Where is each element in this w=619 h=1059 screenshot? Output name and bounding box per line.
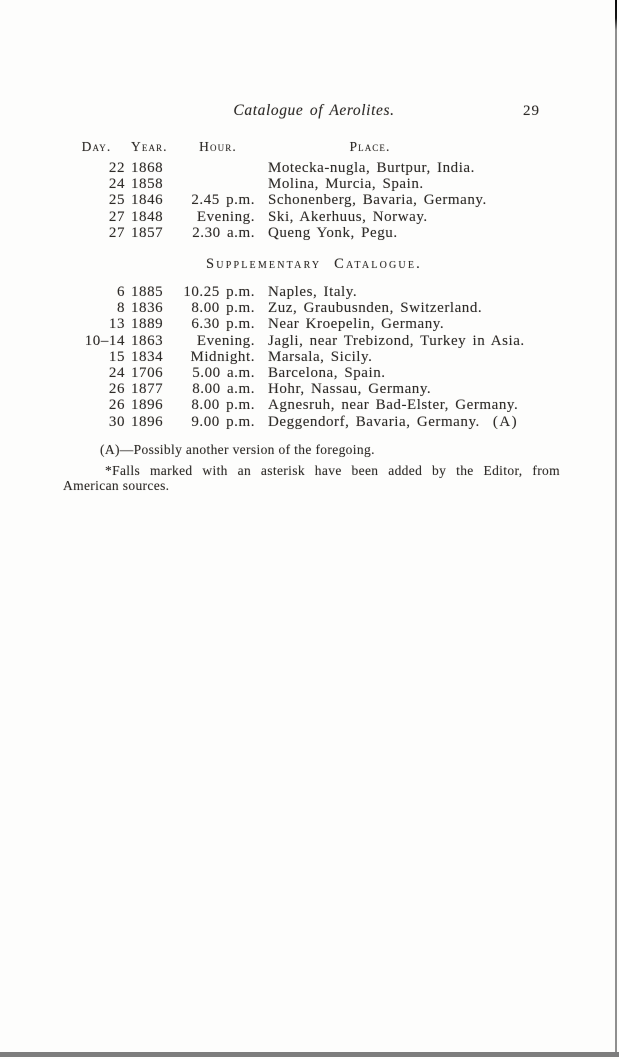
cell-hour: 8.00 a.m. bbox=[192, 381, 255, 398]
footnote-asterisk bbox=[63, 463, 560, 494]
running-head bbox=[68, 102, 560, 120]
cell-place: Ski, Akerhuus, Norway. bbox=[268, 208, 428, 225]
cell-place: Hohr, Nassau, Germany. bbox=[268, 381, 432, 398]
cell-year: 1836 bbox=[131, 300, 164, 317]
cell-day: 8 bbox=[116, 300, 125, 317]
cell-hour: 5.00 a.m. bbox=[192, 364, 255, 381]
table-header-row bbox=[68, 139, 560, 154]
cell-hour: 8.00 p.m. bbox=[191, 397, 255, 414]
table-row bbox=[68, 160, 560, 176]
cell-hour: Evening. bbox=[196, 332, 255, 349]
cell-year: 1857 bbox=[131, 224, 164, 241]
cell-hour: 8.00 p.m. bbox=[191, 300, 255, 317]
cell-place: Zuz, Graubusnden, Switzerland. bbox=[268, 300, 483, 317]
cell-day: 24 bbox=[108, 364, 125, 381]
table-row bbox=[68, 192, 560, 208]
cell-day: 13 bbox=[108, 316, 125, 333]
cell-year: 1848 bbox=[131, 208, 164, 225]
cell-day: 15 bbox=[108, 348, 125, 365]
col-header-day: Day. bbox=[81, 139, 112, 154]
cell-hour: Evening. bbox=[196, 208, 255, 225]
cell-year: 1896 bbox=[131, 397, 164, 414]
cell-place: Schonenberg, Bavaria, Germany. bbox=[268, 192, 487, 209]
cell-day: 24 bbox=[108, 176, 125, 193]
cell-year: 1877 bbox=[131, 381, 164, 398]
supplementary-heading: Supplementary Catalogue. bbox=[206, 256, 422, 272]
cell-year: 1889 bbox=[131, 316, 164, 333]
cell-year: 1868 bbox=[131, 160, 164, 176]
cell-hour: 2.30 a.m. bbox=[192, 224, 255, 241]
table-row bbox=[68, 284, 560, 300]
footnote-a: (A)—Possibly another version of the foregoing. bbox=[100, 442, 375, 457]
cell-hour: 9.00 p.m. bbox=[191, 413, 255, 430]
table-row bbox=[68, 365, 560, 381]
footnote-asterisk-line1: *Falls marked with an asterisk have been added by the Editor, from bbox=[105, 463, 560, 478]
cell-day: 30 bbox=[108, 413, 125, 430]
table-row bbox=[68, 333, 560, 349]
table-row bbox=[68, 209, 560, 225]
annotation-marker: (A) bbox=[492, 413, 519, 430]
cell-year: 1885 bbox=[131, 284, 164, 300]
col-header-hour: Hour. bbox=[199, 139, 237, 154]
cell-place: Motecka-nugla, Burtpur, India. bbox=[268, 160, 475, 176]
cell-place bbox=[261, 414, 560, 431]
cell-hour: Midnight. bbox=[190, 348, 255, 365]
cell-year: 1858 bbox=[131, 176, 164, 193]
supplementary-table bbox=[68, 284, 560, 430]
cell-place: Agnesruh, near Bad-Elster, Germany. bbox=[268, 397, 519, 414]
cell-day: 27 bbox=[108, 224, 125, 241]
cell-place: Marsala, Sicily. bbox=[268, 348, 373, 365]
col-header-place-label: Place. bbox=[349, 139, 391, 154]
cell-place: Naples, Italy. bbox=[268, 284, 358, 300]
cell-year: 1896 bbox=[131, 413, 164, 430]
cell-place-text: Deggendorf, Bavaria, Germany. bbox=[268, 413, 480, 430]
cell-year: 1846 bbox=[131, 192, 164, 209]
cell-year: 1834 bbox=[131, 348, 164, 365]
col-header-year: Year. bbox=[131, 139, 168, 154]
table-row bbox=[68, 176, 560, 192]
table-row bbox=[68, 349, 560, 365]
cell-day: 25 bbox=[108, 192, 125, 209]
cell-year: 1863 bbox=[131, 332, 164, 349]
cell-hour: 10.25 p.m. bbox=[183, 284, 255, 300]
running-title: Catalogue of Aerolites. bbox=[233, 102, 395, 119]
page-number: 29 bbox=[523, 103, 540, 119]
cell-day: 26 bbox=[108, 381, 125, 398]
page-content bbox=[63, 0, 560, 1059]
cell-day: 27 bbox=[108, 208, 125, 225]
table-row bbox=[68, 381, 560, 397]
table-row bbox=[68, 397, 560, 413]
cell-day: 22 bbox=[108, 160, 125, 176]
cell-day: 10–14 bbox=[84, 332, 125, 349]
col-header-place bbox=[261, 139, 560, 155]
cell-hour: 2.45 p.m. bbox=[191, 192, 255, 209]
footnote-asterisk-line2: American sources. bbox=[63, 477, 170, 493]
cell-place: Molina, Murcia, Spain. bbox=[268, 176, 424, 193]
cell-day: 6 bbox=[116, 284, 125, 300]
cell-place: Near Kroepelin, Germany. bbox=[268, 316, 445, 333]
table-row bbox=[68, 414, 560, 430]
scan-edge-right bbox=[615, 0, 617, 1052]
table-row bbox=[68, 300, 560, 316]
cell-year: 1706 bbox=[131, 364, 164, 381]
cell-place: Barcelona, Spain. bbox=[268, 364, 386, 381]
cell-hour: 6.30 p.m. bbox=[191, 316, 255, 333]
cell-place: Jagli, near Trebizond, Turkey in Asia. bbox=[268, 332, 525, 349]
table-row bbox=[68, 316, 560, 332]
cell-place: Queng Yonk, Pegu. bbox=[268, 224, 398, 241]
main-table bbox=[68, 160, 560, 241]
cell-day: 26 bbox=[108, 397, 125, 414]
table-row bbox=[68, 225, 560, 241]
